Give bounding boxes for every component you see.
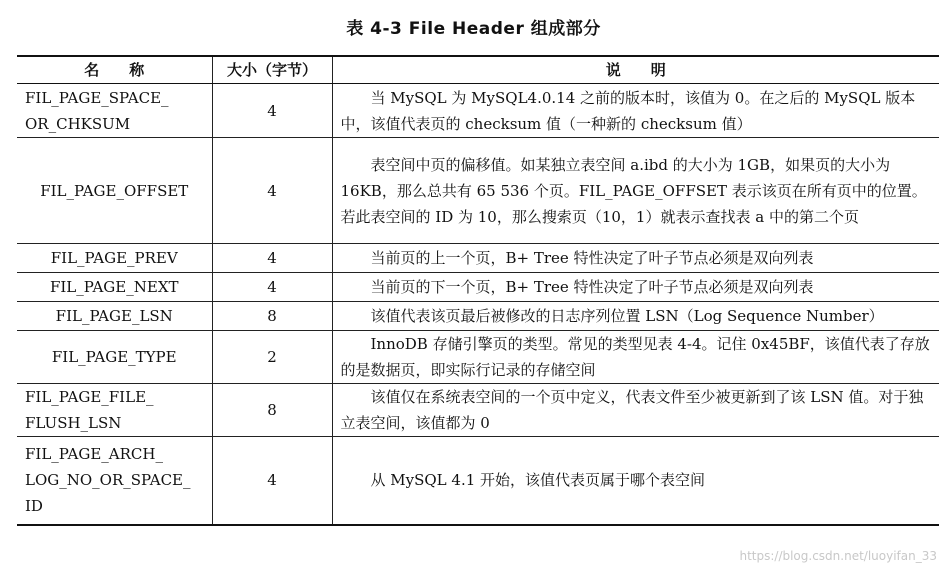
field-name-line: FIL_PAGE_SPACE_ [25,88,169,107]
field-size-cell: 4 [212,273,332,302]
field-name-cell [17,273,212,302]
field-name-cell [17,302,212,331]
field-name-line: OR_CHKSUM [25,114,131,133]
field-description-cell: 当前页的下一个页，B+ Tree 特性决定了叶子节点必须是双向列表 [332,273,939,302]
field-description-cell: 该值代表该页最后被修改的日志序列位置 LSN（Log Sequence Number） [332,302,939,331]
field-name-line: FIL_PAGE_OFFSET [40,181,189,200]
table-row [17,244,939,273]
field-description-cell: InnoDB 存储引擎页的类型。常见的类型见表 4-4。记住 0x45BF，该值代表了存放的是数据页，即实际行记录的存储空间 [332,331,939,384]
field-name-line: FIL_PAGE_ARCH_ [25,445,163,464]
header-size: 大小（字节） [212,56,332,84]
field-name-line: FLUSH_LSN [25,414,122,432]
table-row [17,331,939,384]
field-size-cell: 4 [212,138,332,244]
field-name-cell [17,437,212,525]
file-header-table [17,55,939,526]
watermark: https://blog.csdn.net/luoyifan_33 [739,549,937,563]
field-description-cell: 表空间中页的偏移值。如某独立表空间 a.ibd 的大小为 1GB，如果页的大小为 16KB，那么总共有 65 536 个页。FIL_PAGE_OFFSET 表示该页在所有页中的位置。若此表空间的 ID 为 10，那么搜索页（10，1）就表示查找表 a 中的第二个页 [332,138,939,244]
field-size-cell: 8 [212,302,332,331]
field-description-cell: 该值仅在系统表空间的一个页中定义，代表文件至少被更新到了该 LSN 值。对于独立表空间，该值都为 0 [332,384,939,437]
header-description: 说 明 [332,56,939,84]
field-name-line: LOG_NO_OR_SPACE_ [25,471,191,490]
table-row [17,302,939,331]
table-row [17,273,939,302]
field-name-line: FIL_PAGE_FILE_ [25,388,154,406]
field-size-cell: 8 [212,384,332,437]
field-description-cell: 当前页的上一个页，B+ Tree 特性决定了叶子节点必须是双向列表 [332,244,939,273]
field-name-cell [17,84,212,138]
field-name-line: FIL_PAGE_NEXT [49,278,179,296]
header-name: 名 称 [17,56,212,84]
field-size-cell: 4 [212,437,332,525]
header-row [17,56,939,84]
field-description-cell: 当 MySQL 为 MySQL4.0.14 之前的版本时，该值为 0。在之后的 MySQL 版本中，该值代表页的 checksum 值（一种新的 checksum 值） [332,84,939,138]
field-name-cell [17,384,212,437]
table-title: 表 4-3 File Header 组成部分 [346,19,601,39]
field-name-cell [17,244,212,273]
field-name-line: FIL_PAGE_PREV [50,249,178,267]
field-size-cell: 4 [212,84,332,138]
table-row [17,437,939,525]
table-row [17,384,939,437]
field-name-cell [17,138,212,244]
field-name-line: FIL_PAGE_TYPE [51,348,177,366]
field-name-line: FIL_PAGE_LSN [55,307,173,325]
field-description-cell: 从 MySQL 4.1 开始，该值代表页属于哪个表空间 [332,437,939,525]
table-row [17,84,939,138]
field-size-cell: 4 [212,244,332,273]
field-name-line: ID [25,497,43,516]
table-row [17,138,939,244]
field-name-cell [17,331,212,384]
field-size-cell: 2 [212,331,332,384]
